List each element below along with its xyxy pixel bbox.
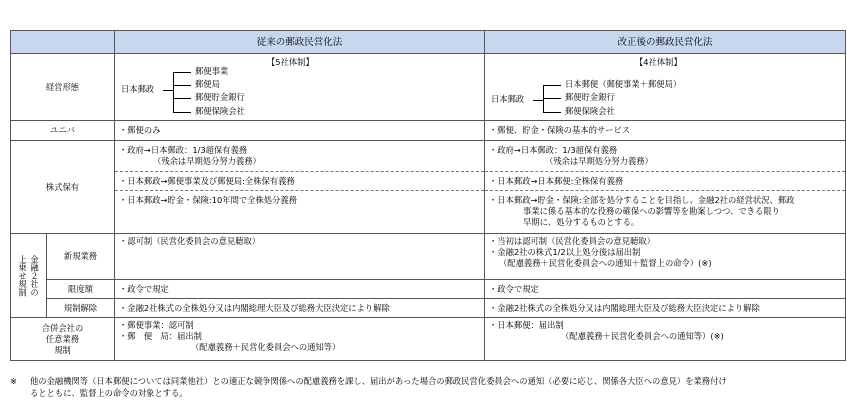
new-connector-2 <box>543 98 561 99</box>
merged-new-2: （配慮義務＋民営化委員会への通知等）(※) <box>561 331 724 341</box>
lift-new: ・金融2社株式の全株処分又は内閣総理大臣及び総務大臣決定により解除 <box>485 299 846 318</box>
management-label: 経営形態 <box>11 54 115 121</box>
new-business-new-2: ・金融2社の株式1/2以上処分後は届出制 <box>489 247 641 257</box>
regulation-outer-col2: 金融２社の <box>29 254 40 297</box>
old-connector-3 <box>173 98 191 99</box>
shares-old-1b: （残余は早期処分努力義務） <box>153 156 261 166</box>
new-business-new-1: ・当初は認可制（民営化委員会の意見聴取） <box>489 236 655 246</box>
new-business-old: ・認可制（民営化委員会の意見聴取） <box>115 234 485 280</box>
new-connector-3 <box>543 112 561 113</box>
old-connector-vertical <box>173 72 174 112</box>
regulation-row-new-business <box>11 234 846 280</box>
footnote-line-2: るとともに、監督上の命令の対象とする。 <box>30 388 188 398</box>
footnote-mark: ※ <box>10 376 17 386</box>
lift-label: 規制解除 <box>47 299 115 318</box>
header-row <box>11 31 846 54</box>
merged-label-3: 規制 <box>54 344 71 355</box>
new-business-label: 新規業務 <box>47 234 115 280</box>
shares-old-2: ・日本郵政→郵便事業及び郵便局:全株保有義務 <box>115 172 485 191</box>
shares-new-1 <box>485 141 846 172</box>
shares-label: 株式保有 <box>11 141 115 234</box>
comparison-table <box>10 30 846 361</box>
new-branch-insurance: 郵便保険会社 <box>565 106 615 116</box>
old-connector-2 <box>173 85 191 86</box>
new-branch-japan-post: 日本郵便（郵便事業＋郵便局） <box>565 79 682 89</box>
regulation-row-limit <box>11 280 846 299</box>
old-org-chart <box>119 57 480 117</box>
shares-old-3: ・日本郵政→貯金・保険:10年間で全株処分義務 <box>115 191 485 234</box>
new-org-chart <box>489 57 841 117</box>
old-connector-main <box>163 90 173 91</box>
new-connector-main <box>533 100 543 101</box>
old-connector-1 <box>173 72 191 73</box>
old-root-company: 日本郵政 <box>121 84 155 94</box>
footnote <box>10 375 840 399</box>
universal-old: ・郵便のみ <box>115 121 485 141</box>
old-branch-insurance: 郵便保険会社 <box>195 106 245 116</box>
new-business-new <box>485 234 846 280</box>
shares-new-1b: （残余は早期処分努力義務） <box>545 156 653 166</box>
shares-old-1a: ・政府→日本郵政：1/3超保有義務 <box>119 145 248 155</box>
old-branch-savings-bank: 郵便貯金銀行 <box>195 92 245 102</box>
merged-old-1: ・郵便事業：認可制 <box>119 320 194 330</box>
limit-label: 限度額 <box>47 280 115 299</box>
lift-old: ・金融2社株式の全株処分又は内閣総理大臣及び総務大臣決定により解除 <box>115 299 485 318</box>
shares-row-3 <box>11 191 846 234</box>
universal-row <box>11 121 846 141</box>
shares-new-3c: 早期に、処分するものとする。 <box>523 217 640 227</box>
old-connector-4 <box>173 112 191 113</box>
new-business-new-3: （配慮義務＋民営化委員会への通知＋監督上の命令）(※) <box>499 258 712 268</box>
new-root-company: 日本郵政 <box>491 94 525 104</box>
merged-label-2: 任意業務 <box>45 333 80 344</box>
shares-new-2: ・日本郵政→日本郵便:全株保有義務 <box>485 172 846 191</box>
management-new-cell <box>485 54 846 121</box>
merged-row <box>11 318 846 361</box>
new-branch-savings-bank: 郵便貯金銀行 <box>565 92 615 102</box>
shares-row-1 <box>11 141 846 172</box>
header-new-law: 改正後の郵政民営化法 <box>485 31 846 54</box>
merged-label <box>11 318 115 361</box>
shares-old-1 <box>115 141 485 172</box>
limit-new: ・政令で規定 <box>485 280 846 299</box>
merged-label-1: 合併会社の <box>41 322 84 333</box>
limit-old: ・政令で規定 <box>115 280 485 299</box>
universal-new: ・郵便、貯金・保険の基本的サービス <box>485 121 846 141</box>
merged-old-3: （配慮義務＋民営化委員会への通知等） <box>191 342 341 352</box>
new-connector-1 <box>543 85 561 86</box>
regulation-outer-label <box>11 234 47 318</box>
regulation-outer-col1: 上乗せ規制 <box>17 254 28 297</box>
shares-new-1a: ・政府→日本郵政：1/3超保有義務 <box>489 145 618 155</box>
shares-new-3b: 事業に係る基本的な役務の確保への影響等を勘案しつつ、できる限り <box>523 206 780 216</box>
old-branch-post-office: 郵便局 <box>195 79 220 89</box>
merged-old-2: ・郵 便 局：届出制 <box>119 331 202 341</box>
merged-old <box>115 318 485 361</box>
header-old-law: 従来の郵政民営化法 <box>115 31 485 54</box>
shares-new-3 <box>485 191 846 234</box>
merged-new <box>485 318 846 361</box>
shares-row-2 <box>11 172 846 191</box>
new-structure-title: 【4社体制】 <box>635 57 682 67</box>
old-structure-title: 【5社体制】 <box>267 57 314 67</box>
merged-new-1: ・日本郵便：届出制 <box>489 320 564 330</box>
old-branch-postal-business: 郵便事業 <box>195 66 229 76</box>
management-row <box>11 54 846 121</box>
management-old-cell <box>115 54 485 121</box>
universal-label: ユニバ <box>11 121 115 141</box>
regulation-row-lift <box>11 299 846 318</box>
shares-new-3a: ・日本郵政→貯金・保険:全部を処分することを目指し、金融2社の経営状況、郵政 <box>489 195 795 205</box>
footnote-line-1: 他の金融機関等（日本郵便については同業他社）との適正な競争関係への配慮義務を課し、届出があった場合の郵政民営化委員会への通知（必要に応じ、関係各大臣への意見）を業務付け <box>30 376 727 386</box>
header-empty-cell <box>11 31 115 54</box>
